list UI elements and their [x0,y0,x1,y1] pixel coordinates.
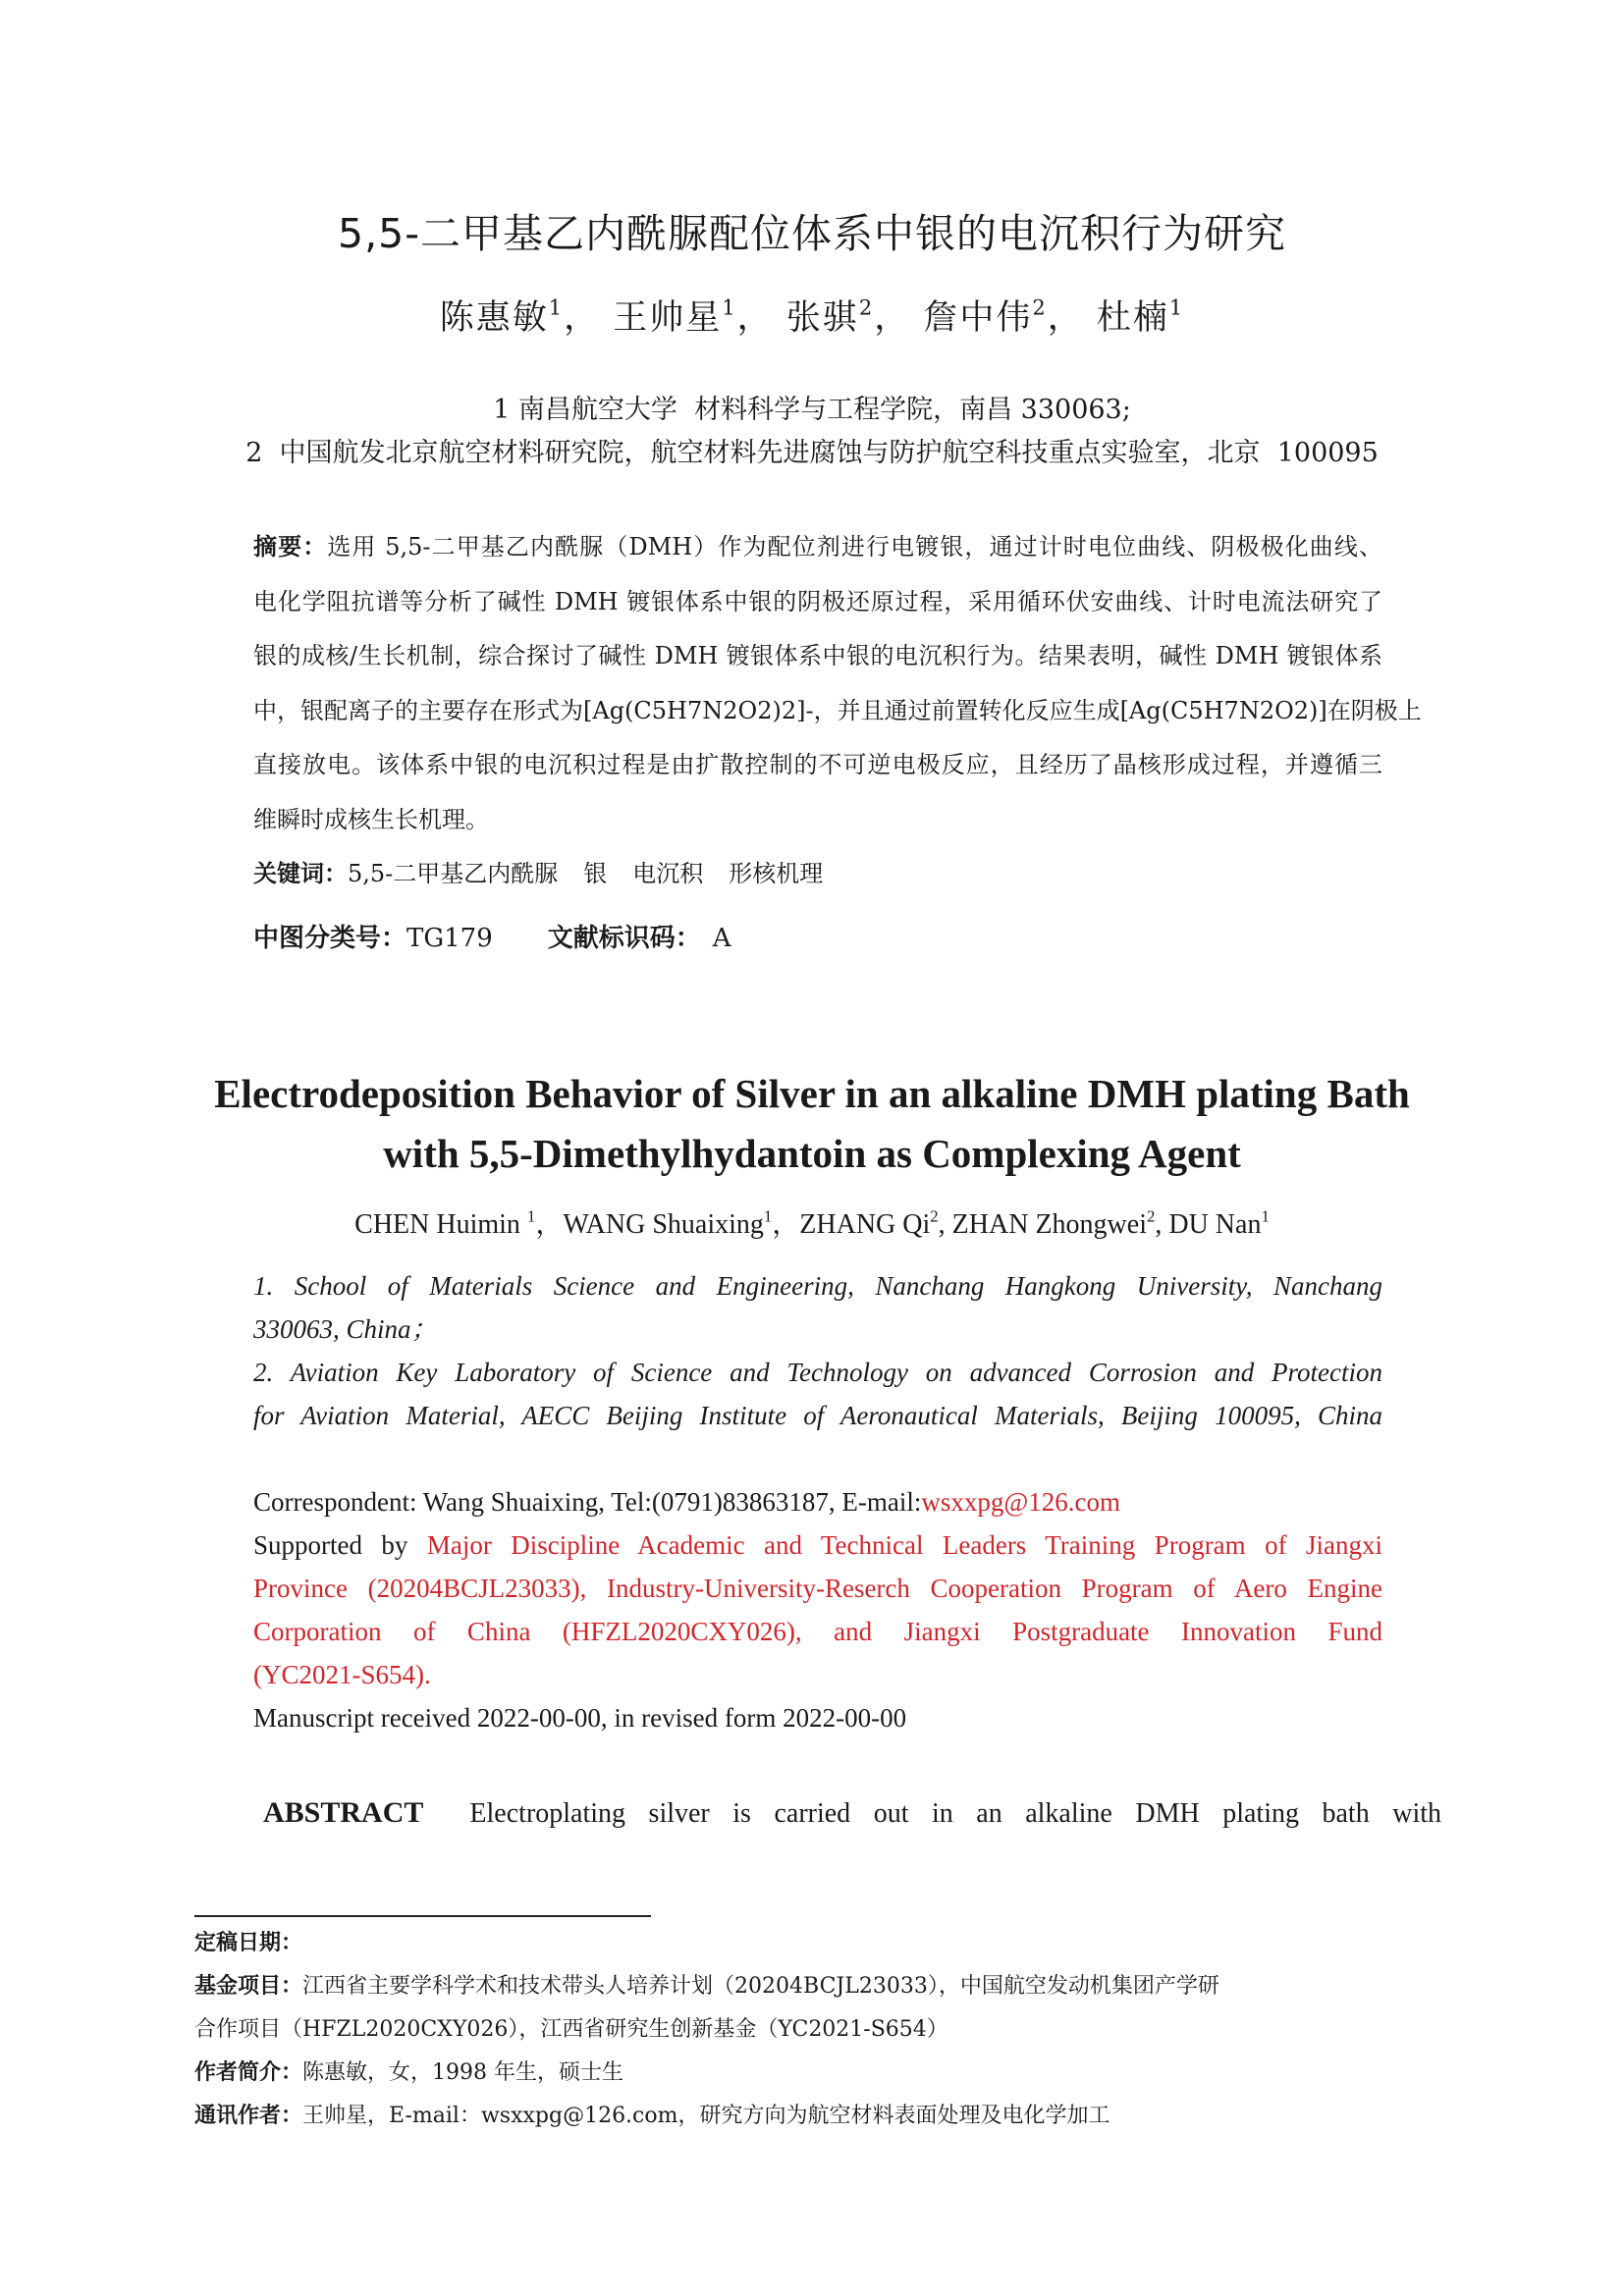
cn-author-affiliation-mark: 2 [1032,295,1048,320]
fund-label: 基金项目： [194,1974,303,1999]
cn-author-affiliation-mark: 1 [548,295,565,320]
funding-line: (YC2021-S654). [253,1660,431,1689]
fund-text: 江西省主要学科学术和技术带头人培养计划（20204BCJL23033），中国航空发动机集团产学研 [302,1974,1219,1999]
funding-line: Major Discipline Academic and Technical Leaders Training Program of Jiangxi [426,1530,1382,1560]
author-bio-text: 陈惠敏，女，1998 年生，硕士生 [302,2060,623,2085]
cn-author: 詹中伟 [923,298,1033,338]
en-author-separator: , [938,1209,952,1240]
en-affiliation-line: for Aviation Material, AECC Beijing Institute of Aeronautical Materials, Beijing 100095, China [253,1401,1382,1430]
footnote-divider [194,1915,651,1917]
en-affiliations [253,1264,1382,1437]
en-abstract-label: ABSTRACT [263,1796,424,1829]
en-author: CHEN Huimin [354,1209,527,1240]
cn-abstract-line: 维瞬时成核生长机理。 [253,805,489,833]
cn-abstract-line: 银的成核/生长机制，综合探讨了碱性 DMH 镀银体系中银的电沉积行为。结果表明，碱性 DMH 镀银体系 [253,642,1382,670]
cn-author-affiliation-mark: 2 [858,295,875,320]
en-author: WANG Shuaixing [563,1209,764,1240]
cn-abstract-line: 中，银配离子的主要存在形式为[Ag(C5H7N2O2)2]-，并且通过前置转化反应生成[Ag(C5H7N2O2)]在阴极上 [253,696,1422,724]
footnotes [194,1922,1422,2138]
en-title-line: with 5,5-Dimethylhydantoin as Complexing Agent [383,1131,1241,1176]
supported-prefix: Supported by [253,1530,427,1560]
cn-keyword: 电沉积 [632,860,704,887]
cn-keyword: 银 [583,860,608,887]
doc-code-label: 文献标识码： [547,924,701,953]
contact-label: 通讯作者： [194,2104,303,2128]
en-title [0,1064,1624,1184]
en-author: ZHAN Zhongwei [951,1209,1147,1240]
en-author-affiliation-mark: 1 [763,1206,773,1226]
cn-author-list [0,291,1624,340]
cn-abstract-line: 选用 5,5-二甲基乙内酰脲（DMH）作为配位剂进行电镀银，通过计时电位曲线、阴极极化曲线、 [327,533,1383,561]
cn-affiliation-1: 1 南昌航空大学 材料科学与工程学院，南昌 330063; [493,395,1131,425]
clc-label: 中图分类号： [253,924,407,953]
en-title-line: Electrodeposition Behavior of Silver in an alkaline DMH plating Bath [214,1071,1410,1116]
en-author-affiliation-mark: 2 [930,1206,939,1226]
en-author-affiliation-mark: 2 [1146,1206,1156,1226]
cn-abstract-line: 直接放电。该体系中银的电沉积过程是由扩散控制的不可逆电极反应，且经历了晶核形成过程，并遵循三 [253,751,1382,779]
manuscript-dates: Manuscript received 2022-00-00, in revised form 2022-00-00 [253,1703,907,1733]
cn-author: 杜楠 [1096,298,1169,338]
en-author-affiliation-mark: 1 [526,1206,536,1226]
en-affiliation-line: 2. Aviation Key Laboratory of Science and Technology on advanced Corrosion and Protection [253,1358,1382,1387]
doc-code-value: A [712,924,731,953]
en-affiliation-line: 1. School of Materials Science and Engineering, Nanchang Hangkong University, Nanchang [253,1271,1382,1301]
cn-author-separator: ， [1047,298,1084,338]
correspondence-info [253,1480,1382,1739]
cn-author-separator: ， [874,298,911,338]
cn-abstract [253,520,1422,848]
en-author: ZHANG Qi [799,1209,931,1240]
date-label: 定稿日期： [194,1931,303,1955]
en-abstract [263,1796,1441,1830]
funding-line: Province (20204BCJL23033), Industry-University-Reserch Cooperation Program of Aero Engine [253,1574,1382,1603]
cn-keywords-label: 关键词： [253,860,348,887]
cn-title: 5,5-二甲基乙内酰脲配位体系中银的电沉积行为研究 [338,210,1286,257]
cn-keyword: 5,5-二甲基乙内酰脲 [348,860,559,887]
cn-abstract-line: 电化学阻抗谱等分析了碱性 DMH 镀银体系中银的阴极还原过程，采用循环伏安曲线、计时电流法研究了 [253,587,1382,615]
en-author-list [0,1202,1624,1242]
cn-affiliation-2: 2 中国航发北京航空材料研究院，航空材料先进腐蚀与防护航空科技重点实验室，北京 100095 [245,438,1379,468]
en-author-affiliation-mark: 1 [1261,1206,1270,1226]
correspondent-email-link[interactable]: wsxxpg@126.com [921,1487,1120,1517]
cn-keywords [253,854,1382,888]
cn-author: 陈惠敏 [439,298,549,338]
en-author-separator: ， [535,1209,564,1240]
cn-author-separator: ， [736,298,774,338]
en-author-separator: , [1155,1209,1169,1240]
clc-value: TG179 [406,924,493,953]
funding-line: Corporation of China (HFZL2020CXY026), and Jiangxi Postgraduate Innovation Fund [253,1617,1382,1646]
cn-author-separator: ， [564,298,601,338]
cn-author: 王帅星 [613,298,723,338]
cn-abstract-label: 摘要： [253,533,328,561]
cn-classification [253,918,1382,954]
en-abstract-text: Electroplating silver is carried out in an alkaline DMH plating bath with [469,1798,1442,1829]
en-author: DU Nan [1168,1209,1262,1240]
fund-text: 合作项目（HFZL2020CXY026），江西省研究生创新基金（YC2021-S654） [194,2017,948,2042]
cn-keyword: 形核机理 [729,860,824,887]
en-affiliation-line: 330063, China； [253,1314,438,1344]
correspondent-text: Correspondent: Wang Shuaixing, Tel:(0791)83863187, E-mail: [253,1487,922,1517]
cn-author: 张骐 [785,298,859,338]
en-author-separator: ， [772,1209,800,1240]
contact-text: 王帅星，E-mail：wsxxpg@126.com，研究方向为航空材料表面处理及电化学加工 [302,2104,1110,2128]
cn-author-affiliation-mark: 1 [1168,295,1185,320]
author-bio-label: 作者简介： [194,2060,303,2085]
cn-author-affiliation-mark: 1 [722,295,737,320]
